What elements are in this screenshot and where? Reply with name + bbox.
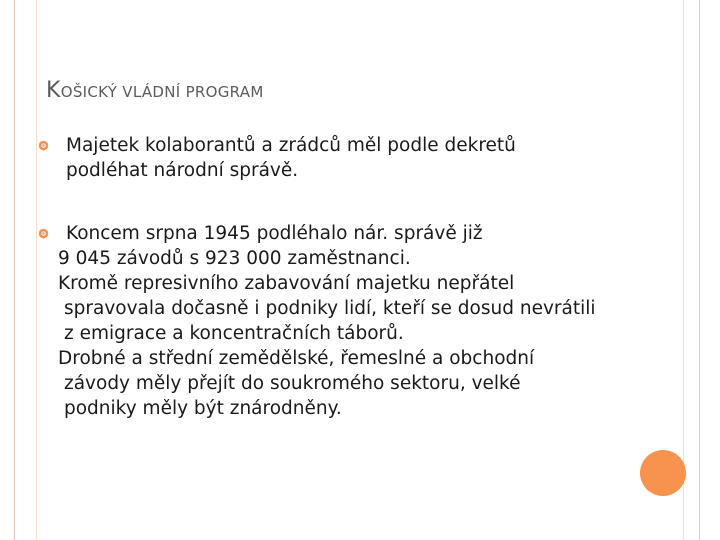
sunburst-bullet-icon [38, 140, 49, 151]
bullet-item-1 [38, 133, 658, 183]
slide-title-initial: K [46, 78, 61, 103]
sunburst-bullet-icon [38, 228, 49, 239]
bullet-1-line-2: podléhat národní správě. [66, 160, 299, 181]
bullet-2-line-7: závody měly přejít do soukromého sektoru, velké [64, 373, 521, 394]
bullet-2-line-8: podniky měly být znárodněny. [64, 398, 342, 419]
bullet-2-line-2: 9 045 závodů s 923 000 zaměstnanci. [58, 248, 411, 269]
bullet-2-line-6: Drobné a střední zemědělské, řemeslné a obchodní [58, 348, 535, 369]
bullet-2-line-5: z emigrace a koncentračních táborů. [64, 323, 404, 344]
decorative-orange-circle [640, 450, 686, 496]
slide-title [46, 78, 264, 103]
slide-title-rest: OŠICKÝ VLÁDNÍ PROGRAM [60, 83, 264, 101]
bullet-2-line-4: spravovala dočasně i podniky lidí, kteří se dosud nevrátili [64, 298, 596, 319]
bullet-1-line-1: Majetek kolaborantů a zrádců měl podle dekretů [66, 135, 516, 156]
bullet-2-line-3: Kromě represivního zabavování majetku nepřátel [58, 273, 515, 294]
bullet-item-2 [38, 221, 658, 421]
slide-content [38, 133, 658, 421]
bullet-2-line-1: Koncem srpna 1945 podléhalo nár. správě již [66, 223, 483, 244]
